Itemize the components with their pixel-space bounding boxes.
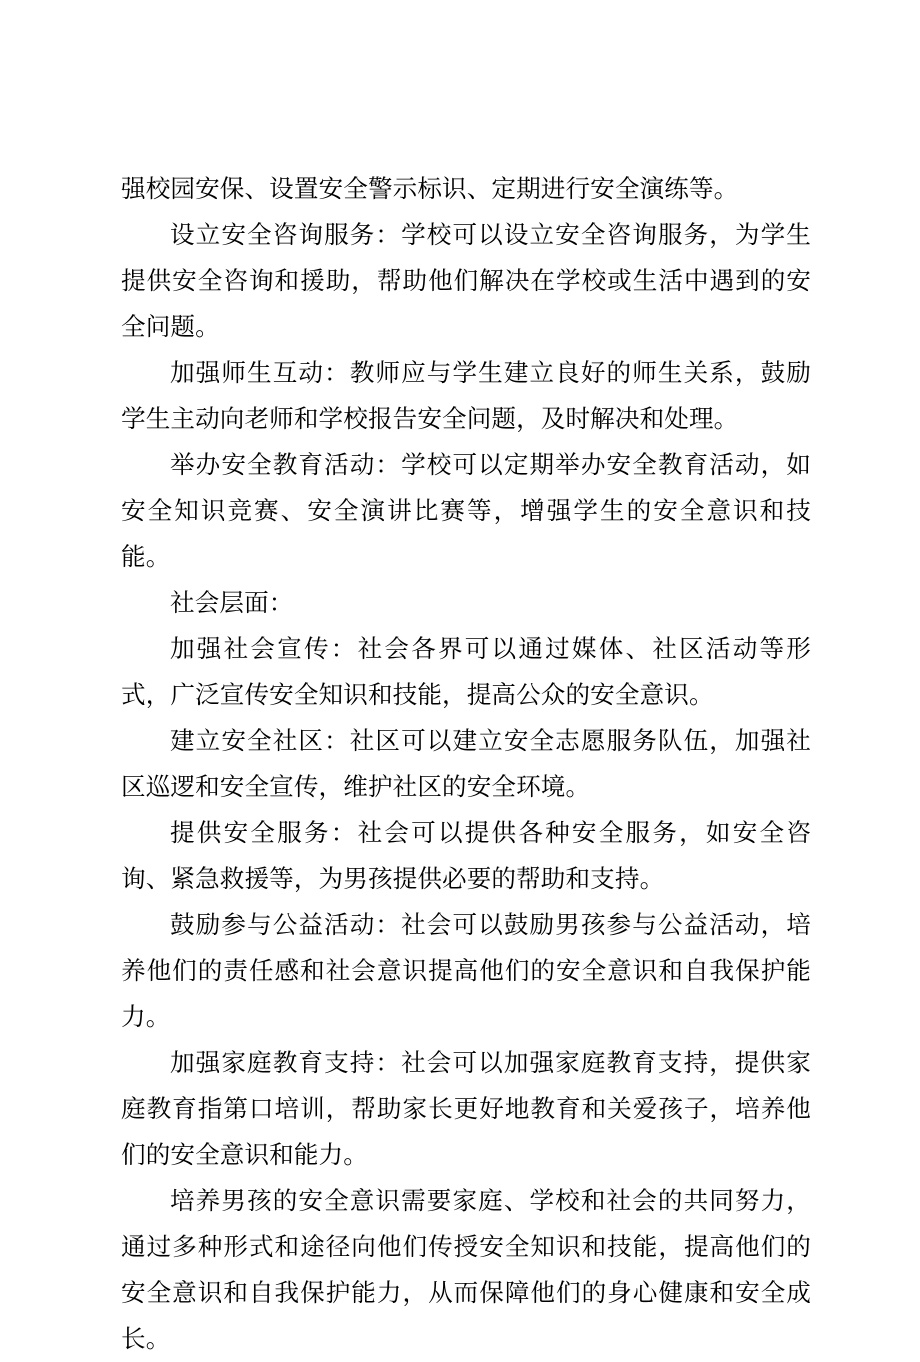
paragraph-safety-education-activities: 举办安全教育活动：学校可以定期举办安全教育活动，如安全知识竞赛、安全演讲比赛等，增强学生的安全意识和技能。 bbox=[121, 450, 811, 571]
paragraph-family-education-support: 加强家庭教育支持：社会可以加强家庭教育支持，提供家庭教育指第口培训，帮助家长更好地教育和关爱孩子，培养他们的安全意识和能力。 bbox=[121, 1048, 811, 1169]
section-heading-society: 社会层面： bbox=[170, 588, 294, 617]
paragraph-safe-community: 建立安全社区：社区可以建立安全志愿服务队伍，加强社区巡逻和安全宣传，维护社区的安全环境。 bbox=[121, 726, 811, 801]
paragraph-teacher-student-interaction: 加强师生互动：教师应与学生建立良好的师生关系，鼓励学生主动向老师和学校报告安全问题，及时解决和处理。 bbox=[121, 358, 811, 433]
paragraph-safety-consultation: 设立安全咨询服务：学校可以设立安全咨询服务，为学生提供安全咨询和援助，帮助他们解决在学校或生活中遇到的安全问题。 bbox=[121, 220, 811, 341]
paragraph-safety-services: 提供安全服务：社会可以提供各种安全服务，如安全咨询、紧急救援等，为男孩提供必要的帮助和支持。 bbox=[121, 818, 811, 893]
paragraph-campus-security-continuation: 强校园安保、设置安全警示标识、定期进行安全演练等。 bbox=[121, 174, 739, 203]
paragraph-social-publicity: 加强社会宣传：社会各界可以通过媒体、社区活动等形式，广泛宣传安全知识和技能，提高公众的安全意识。 bbox=[121, 634, 811, 709]
paragraph-public-welfare: 鼓励参与公益活动：社会可以鼓励男孩参与公益活动，培养他们的责任感和社会意识提高他们的安全意识和自我保护能力。 bbox=[121, 910, 811, 1031]
paragraph-conclusion: 培养男孩的安全意识需要家庭、学校和社会的共同努力，通过多种形式和途径向他们传授安全知识和技能，提高他们的安全意识和自我保护能力，从而保障他们的身心健康和安全成长。 bbox=[121, 1186, 811, 1353]
document-page bbox=[121, 166, 811, 1362]
